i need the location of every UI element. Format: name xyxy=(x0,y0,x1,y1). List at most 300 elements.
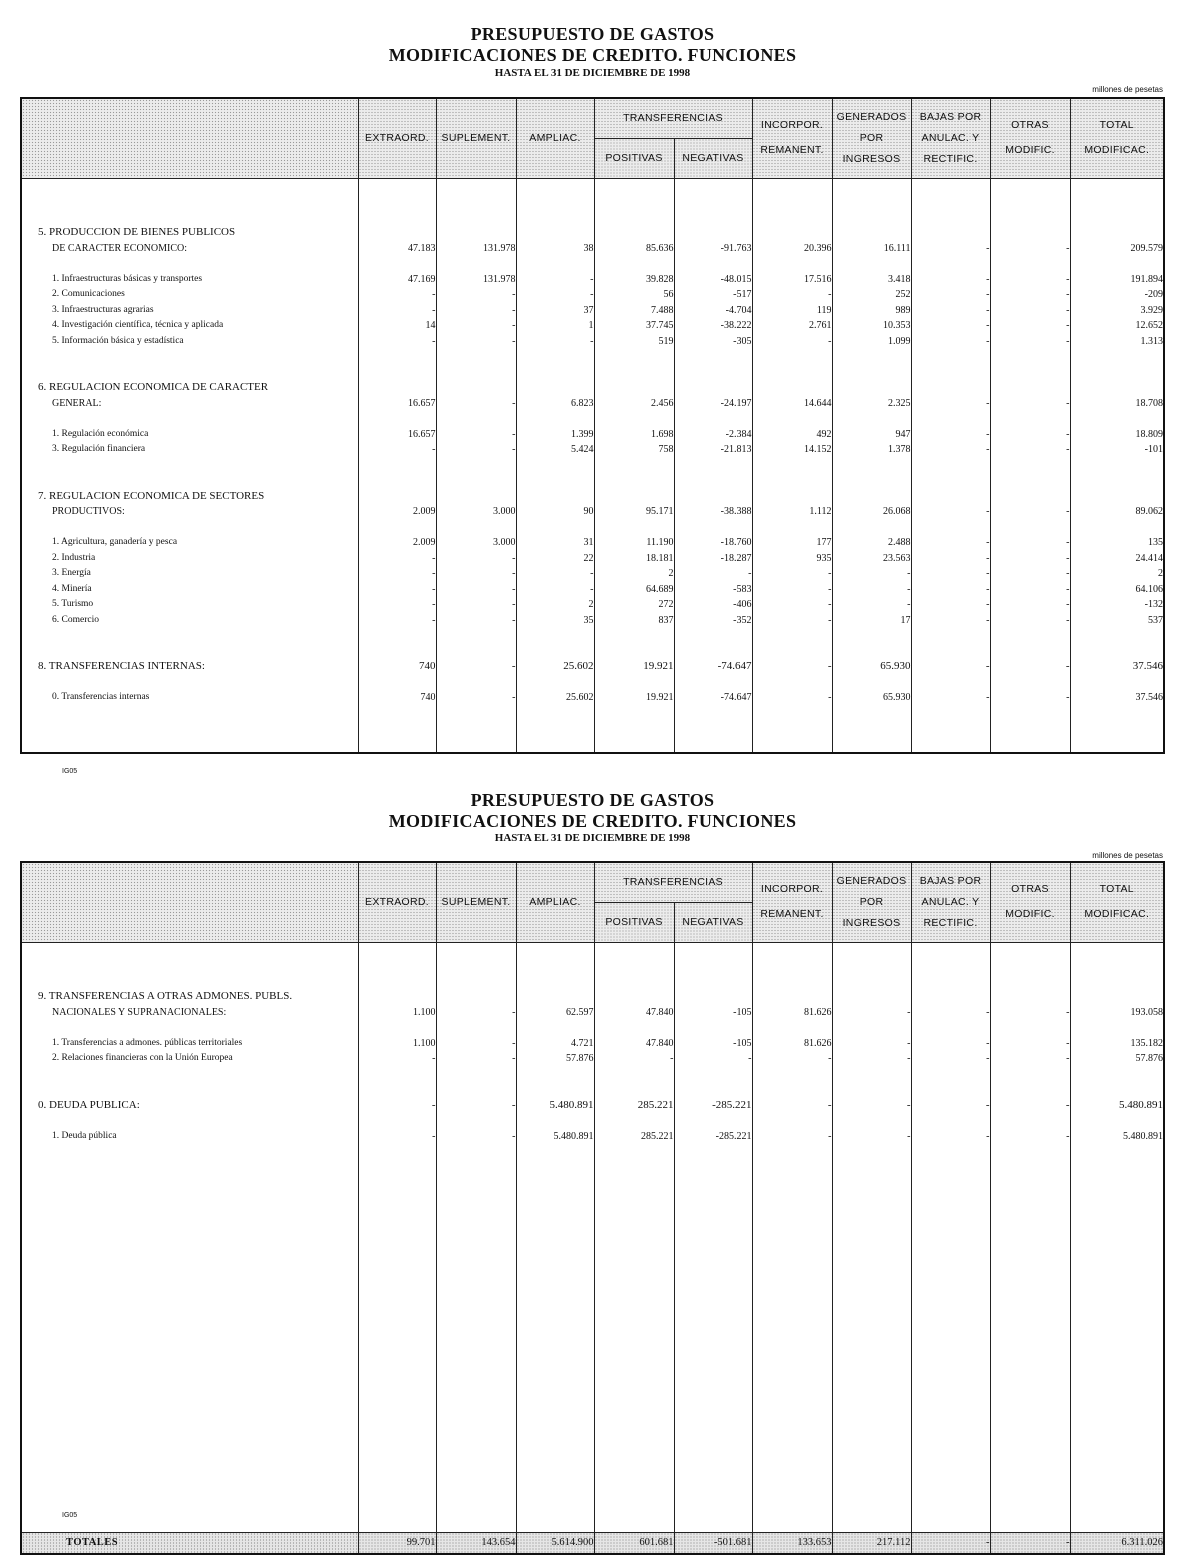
cell-positivas: 2 xyxy=(594,566,674,582)
cell-otras xyxy=(990,473,1070,489)
cell-positivas: 37.745 xyxy=(594,318,674,334)
cell-generados xyxy=(832,1485,911,1501)
table-row xyxy=(21,690,1164,706)
cell-extraord xyxy=(358,225,436,241)
cell-bajas: - xyxy=(911,690,990,706)
cell-generados: - xyxy=(832,582,911,598)
cell-incorpor xyxy=(752,1470,832,1486)
cell-suplement xyxy=(436,1082,516,1098)
cell-total xyxy=(1070,1144,1164,1160)
cell-otras xyxy=(990,349,1070,365)
cell-positivas xyxy=(594,194,674,210)
totals-incorpor: 133.653 xyxy=(752,1532,832,1554)
table-row xyxy=(21,659,1164,675)
cell-extraord xyxy=(358,1346,436,1362)
cell-total xyxy=(1070,1392,1164,1408)
cell-bajas xyxy=(911,365,990,381)
row-label xyxy=(21,520,358,536)
cell-generados: 16.111 xyxy=(832,241,911,257)
cell-bajas xyxy=(911,706,990,722)
cell-suplement xyxy=(436,1268,516,1284)
cell-ampliac: 62.597 xyxy=(516,1005,594,1021)
cell-generados xyxy=(832,989,911,1005)
row-label xyxy=(21,1485,358,1501)
cell-extraord xyxy=(358,1485,436,1501)
cell-negativas xyxy=(674,380,752,396)
cell-suplement: - xyxy=(436,318,516,334)
cell-bajas xyxy=(911,644,990,660)
cell-total: 2 xyxy=(1070,566,1164,582)
cell-otras: - xyxy=(990,272,1070,288)
row-label: 6. REGULACION ECONOMICA DE CARACTER xyxy=(21,380,358,396)
cell-positivas xyxy=(594,1067,674,1083)
page-2 xyxy=(0,780,1185,1548)
cell-incorpor xyxy=(752,194,832,210)
cell-negativas xyxy=(674,210,752,226)
cell-suplement xyxy=(436,1485,516,1501)
cell-positivas xyxy=(594,365,674,381)
cell-positivas: 837 xyxy=(594,613,674,629)
cell-bajas: - xyxy=(911,241,990,257)
cell-ampliac xyxy=(516,974,594,990)
cell-suplement xyxy=(436,958,516,974)
table-row xyxy=(21,287,1164,303)
cell-total xyxy=(1070,1501,1164,1517)
col-total: TOTAL MODIFICAC. xyxy=(1070,862,1164,942)
row-label xyxy=(21,644,358,660)
cell-extraord: - xyxy=(358,1051,436,1067)
cell-suplement xyxy=(436,1206,516,1222)
cell-positivas: - xyxy=(594,1051,674,1067)
row-label xyxy=(21,675,358,691)
cell-positivas: 519 xyxy=(594,334,674,350)
cell-extraord: 47.169 xyxy=(358,272,436,288)
cell-otras xyxy=(990,1315,1070,1331)
cell-negativas: -18.287 xyxy=(674,551,752,567)
cell-otras xyxy=(990,644,1070,660)
row-label xyxy=(21,628,358,644)
row-label: 2. Relaciones financieras con la Unión Europea xyxy=(21,1051,358,1067)
cell-negativas xyxy=(674,1284,752,1300)
cell-otras xyxy=(990,225,1070,241)
cell-total xyxy=(1070,989,1164,1005)
cell-incorpor xyxy=(752,458,832,474)
cell-extraord: - xyxy=(358,1098,436,1114)
cell-ampliac xyxy=(516,1392,594,1408)
cell-total: 1.313 xyxy=(1070,334,1164,350)
cell-positivas xyxy=(594,489,674,505)
cell-incorpor: - xyxy=(752,613,832,629)
row-label xyxy=(21,1299,358,1315)
cell-bajas xyxy=(911,958,990,974)
date-line: HASTA EL 31 DE DICIEMBRE DE 1998 xyxy=(494,832,691,844)
cell-otras xyxy=(990,1423,1070,1439)
cell-ampliac xyxy=(516,1222,594,1238)
cell-incorpor xyxy=(752,1191,832,1207)
cell-total xyxy=(1070,644,1164,660)
row-label xyxy=(21,473,358,489)
cell-suplement xyxy=(436,1067,516,1083)
cell-bajas xyxy=(911,1439,990,1455)
cell-extraord xyxy=(358,1020,436,1036)
cell-extraord xyxy=(358,1516,436,1532)
cell-generados xyxy=(832,1160,911,1176)
cell-positivas xyxy=(594,520,674,536)
row-label xyxy=(21,210,358,226)
cell-extraord xyxy=(358,1191,436,1207)
cell-generados xyxy=(832,1470,911,1486)
cell-positivas: 95.171 xyxy=(594,504,674,520)
cell-suplement xyxy=(436,721,516,737)
table-row xyxy=(21,597,1164,613)
table-row xyxy=(21,1036,1164,1052)
footer-code: IG05 xyxy=(62,1512,78,1519)
cell-extraord: 1.100 xyxy=(358,1005,436,1021)
cell-incorpor: - xyxy=(752,1098,832,1114)
budget-table-2 xyxy=(20,861,1165,1555)
cell-ampliac xyxy=(516,675,594,691)
cell-positivas xyxy=(594,989,674,1005)
cell-total xyxy=(1070,1284,1164,1300)
row-label xyxy=(21,1268,358,1284)
cell-incorpor: - xyxy=(752,334,832,350)
cell-otras xyxy=(990,1160,1070,1176)
cell-suplement xyxy=(436,489,516,505)
row-label xyxy=(21,349,358,365)
cell-suplement xyxy=(436,349,516,365)
spacer-row xyxy=(21,1253,1164,1269)
table-row xyxy=(21,427,1164,443)
cell-incorpor xyxy=(752,644,832,660)
totals-generados: 217.112 xyxy=(832,1532,911,1554)
spacer-row xyxy=(21,1454,1164,1470)
cell-total xyxy=(1070,942,1164,958)
cell-positivas xyxy=(594,1144,674,1160)
cell-negativas xyxy=(674,942,752,958)
cell-incorpor: - xyxy=(752,287,832,303)
row-label xyxy=(21,1284,358,1300)
cell-bajas xyxy=(911,1237,990,1253)
row-label xyxy=(21,1330,358,1346)
cell-ampliac xyxy=(516,1423,594,1439)
cell-otras xyxy=(990,1175,1070,1191)
cell-total xyxy=(1070,210,1164,226)
cell-ampliac xyxy=(516,706,594,722)
cell-otras xyxy=(990,974,1070,990)
cell-incorpor: 177 xyxy=(752,535,832,551)
cell-incorpor xyxy=(752,737,832,754)
page-subtitle: MODIFICACIONES DE CREDITO. FUNCIONES xyxy=(388,45,797,65)
cell-generados xyxy=(832,1516,911,1532)
cell-otras xyxy=(990,1346,1070,1362)
cell-total xyxy=(1070,628,1164,644)
cell-otras: - xyxy=(990,613,1070,629)
spacer-row xyxy=(21,1144,1164,1160)
col-bajas: BAJAS POR ANULAC. Y RECTIFIC. xyxy=(911,862,990,942)
cell-total xyxy=(1070,1253,1164,1269)
cell-ampliac xyxy=(516,489,594,505)
cell-generados xyxy=(832,1020,911,1036)
cell-total xyxy=(1070,1346,1164,1362)
cell-suplement xyxy=(436,1454,516,1470)
cell-extraord xyxy=(358,1454,436,1470)
cell-positivas xyxy=(594,225,674,241)
cell-otras: - xyxy=(990,427,1070,443)
cell-suplement: 131.978 xyxy=(436,241,516,257)
cell-negativas xyxy=(674,1485,752,1501)
cell-ampliac xyxy=(516,1315,594,1331)
cell-incorpor xyxy=(752,1361,832,1377)
row-label xyxy=(21,1377,358,1393)
cell-positivas: 11.190 xyxy=(594,535,674,551)
cell-ampliac: 4.721 xyxy=(516,1036,594,1052)
cell-ampliac xyxy=(516,411,594,427)
cell-positivas: 272 xyxy=(594,597,674,613)
cell-positivas xyxy=(594,256,674,272)
totals-total: 6.311.026 xyxy=(1070,1532,1164,1554)
col-total: TOTAL MODIFICAC. xyxy=(1070,98,1164,178)
cell-extraord xyxy=(358,1160,436,1176)
cell-positivas xyxy=(594,1222,674,1238)
cell-total xyxy=(1070,178,1164,194)
cell-otras: - xyxy=(990,1036,1070,1052)
cell-positivas xyxy=(594,1330,674,1346)
cell-generados xyxy=(832,1392,911,1408)
cell-bajas xyxy=(911,256,990,272)
cell-positivas xyxy=(594,1454,674,1470)
cell-total xyxy=(1070,1377,1164,1393)
cell-negativas xyxy=(674,737,752,754)
cell-generados xyxy=(832,1082,911,1098)
cell-extraord xyxy=(358,349,436,365)
cell-generados xyxy=(832,489,911,505)
cell-suplement: - xyxy=(436,690,516,706)
cell-generados xyxy=(832,942,911,958)
cell-negativas xyxy=(674,411,752,427)
cell-incorpor xyxy=(752,1082,832,1098)
cell-total xyxy=(1070,1423,1164,1439)
cell-otras xyxy=(990,1144,1070,1160)
cell-incorpor xyxy=(752,1501,832,1517)
cell-otras xyxy=(990,1439,1070,1455)
cell-extraord: - xyxy=(358,566,436,582)
cell-suplement xyxy=(436,380,516,396)
cell-positivas xyxy=(594,958,674,974)
cell-negativas xyxy=(674,644,752,660)
cell-bajas xyxy=(911,1144,990,1160)
cell-positivas xyxy=(594,210,674,226)
cell-otras: - xyxy=(990,690,1070,706)
cell-negativas: -74.647 xyxy=(674,690,752,706)
cell-extraord: - xyxy=(358,613,436,629)
cell-ampliac xyxy=(516,225,594,241)
spacer-row xyxy=(21,958,1164,974)
table-row xyxy=(21,551,1164,567)
cell-total: 18.708 xyxy=(1070,396,1164,412)
cell-total: 5.480.891 xyxy=(1070,1129,1164,1145)
cell-positivas xyxy=(594,458,674,474)
cell-generados xyxy=(832,1237,911,1253)
cell-generados xyxy=(832,1284,911,1300)
cell-ampliac xyxy=(516,365,594,381)
cell-negativas xyxy=(674,1346,752,1362)
cell-ampliac xyxy=(516,958,594,974)
cell-generados xyxy=(832,1206,911,1222)
cell-negativas xyxy=(674,178,752,194)
spacer-row xyxy=(21,1408,1164,1424)
row-label xyxy=(21,1454,358,1470)
cell-extraord: - xyxy=(358,582,436,598)
cell-incorpor xyxy=(752,1222,832,1238)
cell-incorpor xyxy=(752,256,832,272)
cell-suplement xyxy=(436,473,516,489)
cell-positivas xyxy=(594,942,674,958)
cell-otras xyxy=(990,1113,1070,1129)
cell-ampliac xyxy=(516,1253,594,1269)
spacer-row xyxy=(21,1175,1164,1191)
cell-bajas xyxy=(911,1454,990,1470)
cell-ampliac: 90 xyxy=(516,504,594,520)
cell-extraord xyxy=(358,974,436,990)
row-label: 9. TRANSFERENCIAS A OTRAS ADMONES. PUBLS. xyxy=(21,989,358,1005)
cell-incorpor xyxy=(752,1516,832,1532)
cell-suplement: - xyxy=(436,566,516,582)
cell-otras: - xyxy=(990,582,1070,598)
spacer-row xyxy=(21,942,1164,958)
cell-total xyxy=(1070,256,1164,272)
cell-extraord xyxy=(358,1392,436,1408)
cell-incorpor xyxy=(752,1160,832,1176)
cell-otras xyxy=(990,1268,1070,1284)
cell-suplement xyxy=(436,225,516,241)
cell-ampliac xyxy=(516,520,594,536)
cell-ampliac xyxy=(516,256,594,272)
spacer-row xyxy=(21,1113,1164,1129)
cell-suplement: - xyxy=(436,287,516,303)
cell-otras: - xyxy=(990,504,1070,520)
cell-ampliac xyxy=(516,1206,594,1222)
cell-generados xyxy=(832,1361,911,1377)
cell-total xyxy=(1070,1330,1164,1346)
row-label xyxy=(21,737,358,754)
cell-positivas xyxy=(594,1501,674,1517)
cell-ampliac: 37 xyxy=(516,303,594,319)
cell-suplement xyxy=(436,1315,516,1331)
cell-negativas: -105 xyxy=(674,1036,752,1052)
cell-positivas xyxy=(594,1299,674,1315)
cell-generados xyxy=(832,411,911,427)
cell-extraord: 740 xyxy=(358,659,436,675)
cell-otras: - xyxy=(990,318,1070,334)
spacer-row xyxy=(21,1423,1164,1439)
cell-extraord xyxy=(358,520,436,536)
cell-suplement: 131.978 xyxy=(436,272,516,288)
cell-positivas xyxy=(594,1361,674,1377)
cell-incorpor: 1.112 xyxy=(752,504,832,520)
cell-otras xyxy=(990,1392,1070,1408)
cell-total xyxy=(1070,1067,1164,1083)
cell-extraord xyxy=(358,958,436,974)
cell-otras xyxy=(990,380,1070,396)
row-label xyxy=(21,1408,358,1424)
cell-positivas xyxy=(594,628,674,644)
cell-generados: 1.378 xyxy=(832,442,911,458)
spacer-row xyxy=(21,628,1164,644)
spacer-row xyxy=(21,411,1164,427)
totals-extraord: 99.701 xyxy=(358,1532,436,1554)
cell-suplement xyxy=(436,1191,516,1207)
budget-table-1 xyxy=(20,97,1165,754)
cell-total xyxy=(1070,1485,1164,1501)
row-label: PRODUCTIVOS: xyxy=(21,504,358,520)
cell-generados: 65.930 xyxy=(832,690,911,706)
cell-otras: - xyxy=(990,566,1070,582)
cell-positivas xyxy=(594,1082,674,1098)
cell-negativas: -91.763 xyxy=(674,241,752,257)
cell-suplement: - xyxy=(436,597,516,613)
spacer-row xyxy=(21,1284,1164,1300)
spacer-row xyxy=(21,737,1164,754)
cell-generados xyxy=(832,706,911,722)
cell-incorpor xyxy=(752,225,832,241)
cell-generados xyxy=(832,1113,911,1129)
cell-total xyxy=(1070,1268,1164,1284)
row-label xyxy=(21,1439,358,1455)
cell-bajas xyxy=(911,349,990,365)
cell-extraord: - xyxy=(358,303,436,319)
cell-incorpor xyxy=(752,958,832,974)
cell-suplement xyxy=(436,1160,516,1176)
cell-suplement xyxy=(436,1377,516,1393)
cell-negativas xyxy=(674,989,752,1005)
cell-bajas xyxy=(911,628,990,644)
cell-incorpor xyxy=(752,989,832,1005)
row-label xyxy=(21,1082,358,1098)
cell-incorpor xyxy=(752,1377,832,1393)
cell-ampliac xyxy=(516,942,594,958)
table-row xyxy=(21,318,1164,334)
cell-incorpor xyxy=(752,1113,832,1129)
cell-negativas xyxy=(674,1516,752,1532)
cell-generados xyxy=(832,737,911,754)
cell-incorpor xyxy=(752,1392,832,1408)
col-generados: GENERADOS POR INGRESOS xyxy=(832,98,911,178)
cell-extraord xyxy=(358,473,436,489)
cell-extraord xyxy=(358,458,436,474)
cell-positivas xyxy=(594,1392,674,1408)
cell-incorpor: - xyxy=(752,1051,832,1067)
cell-incorpor: 492 xyxy=(752,427,832,443)
cell-incorpor: 14.152 xyxy=(752,442,832,458)
cell-total xyxy=(1070,225,1164,241)
cell-generados xyxy=(832,210,911,226)
cell-generados: 252 xyxy=(832,287,911,303)
cell-extraord: 16.657 xyxy=(358,396,436,412)
cell-negativas: -21.813 xyxy=(674,442,752,458)
cell-otras xyxy=(990,1470,1070,1486)
cell-generados: - xyxy=(832,597,911,613)
cell-bajas: - xyxy=(911,396,990,412)
cell-bajas xyxy=(911,178,990,194)
cell-ampliac xyxy=(516,349,594,365)
cell-total: -132 xyxy=(1070,597,1164,613)
table-row xyxy=(21,504,1164,520)
table-row xyxy=(21,380,1164,396)
cell-generados xyxy=(832,1408,911,1424)
page-subtitle: MODIFICACIONES DE CREDITO. FUNCIONES xyxy=(388,811,797,831)
cell-positivas xyxy=(594,1175,674,1191)
row-label xyxy=(21,1067,358,1083)
